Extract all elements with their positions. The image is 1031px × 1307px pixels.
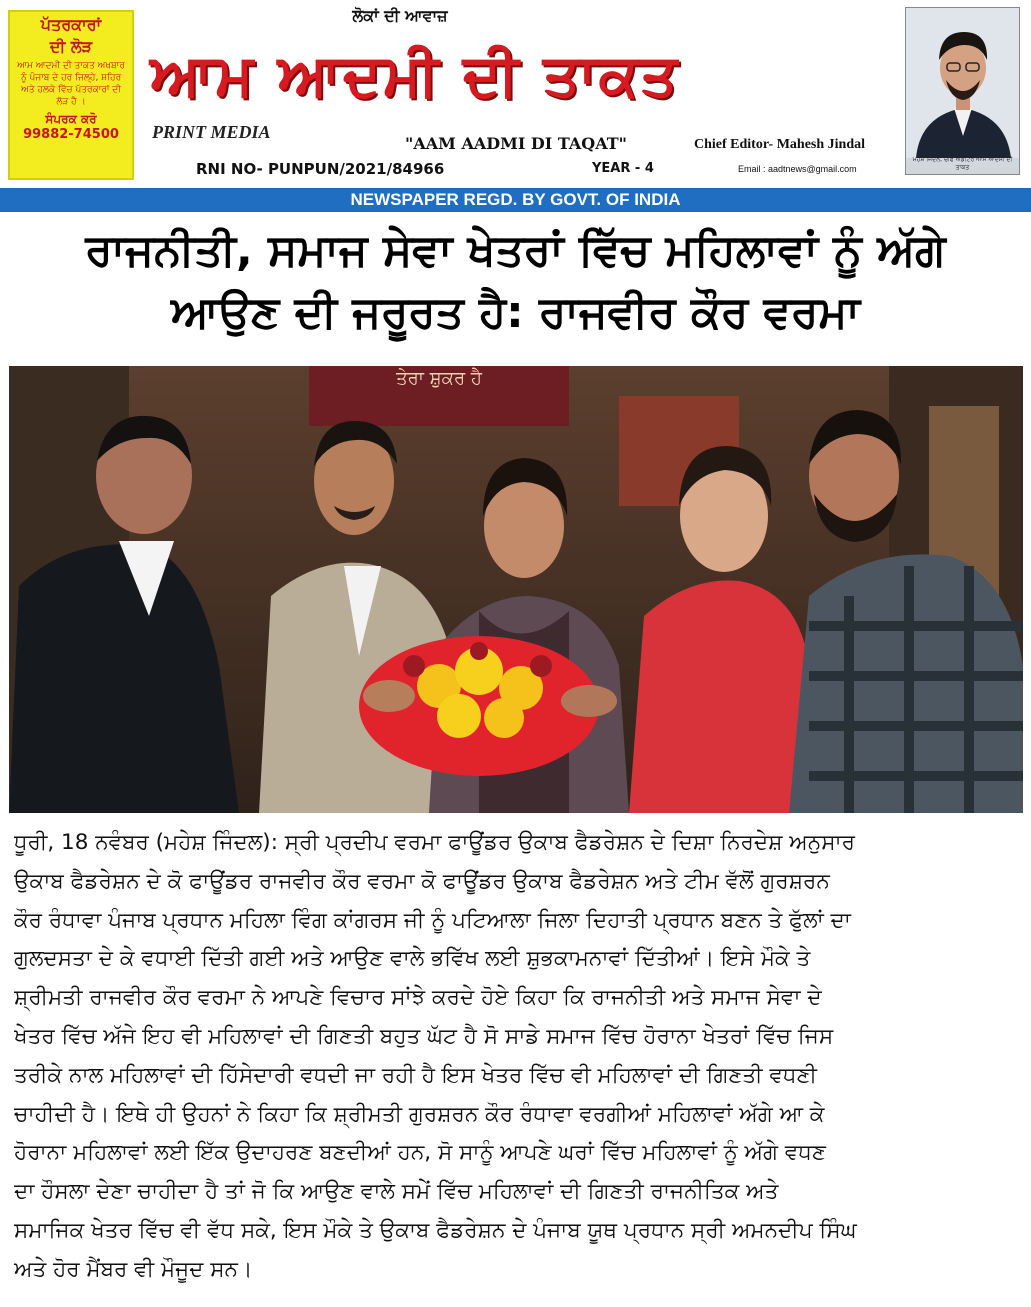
- body-line: ਦਾ ਹੌਸਲਾ ਦੇਣਾ ਚਾਹੀਦਾ ਹੈ ਤਾਂ ਜੋ ਕਿ ਆਉਣ ਵਾਲੇ ਸਮੇਂ ਵਿੱਚ ਮਹਿਲਾਵਾਂ ਦੀ ਗਿਣਤੀ ਰਾਜਨੀਤਿਕ ਅਤੇ: [14, 1179, 779, 1205]
- article-headline: [10, 220, 1021, 355]
- promo-contact-label: ਸੰਪਰਕ ਕਰੋ: [45, 112, 97, 126]
- body-line: ਧੂਰੀ, 18 ਨਵੰਬਰ (ਮਹੇਸ਼ ਜਿੰਦਲ): ਸ੍ਰੀ ਪ੍ਰਦੀਪ ਵਰਮਾ ਫਾਊਂਡਰ ਉਕਾਬ ਫੈਡਰੇਸ਼ਨ ਦੇ ਦਿਸ਼ਾ ਨਿਰਦੇਸ਼ ਅਨੁਸਾਰ: [14, 830, 855, 855]
- background-sign-text: ਤੇਰਾ ਸ਼ੁਕਰ ਹੈ: [396, 368, 482, 389]
- email: Email : aadtnews@gmail.com: [738, 164, 857, 174]
- registration-banner: NEWSPAPER REGD. BY GOVT. OF INDIA: [0, 188, 1031, 212]
- promo-title-line1: ਪੱਤਰਕਾਰਾਂ: [40, 15, 102, 34]
- reporters-wanted-box: [8, 10, 134, 180]
- body-line: ਸਮਾਜਿਕ ਖੇਤਰ ਵਿੱਚ ਵੀ ਵੱਧ ਸਕੇ, ਇਸ ਮੌਕੇ ਤੇ ਉਕਾਬ ਫੈਡਰੇਸ਼ਨ ਦੇ ਪੰਜਾਬ ਯੂਥ ਪ੍ਰਧਾਨ ਸ੍ਰੀ ਅਮਨਦੀਪ ਸਿੰਘ: [14, 1217, 857, 1243]
- body-line: ਤਰੀਕੇ ਨਾਲ ਮਹਿਲਾਵਾਂ ਦੀ ਹਿੱਸੇਦਾਰੀ ਵਧਦੀ ਜਾ ਰਹੀ ਹੈ ਇਸ ਖੇਤਰ ਵਿੱਚ ਵੀ ਮਹਿਲਾਵਾਂ ਦੀ ਗਿਣਤੀ ਵਧਣੀ: [14, 1062, 817, 1088]
- body-line: ਅਤੇ ਹੋਰ ਮੈਂਬਰ ਵੀ ਮੌਜੂਦ ਸਨ।: [14, 1256, 253, 1282]
- rni-number: RNI NO- PUNPUN/2021/84966: [196, 160, 445, 178]
- body-line: ਹੋਰਾਨਾ ਮਹਿਲਾਵਾਂ ਲਈ ਇੱਕ ਉਦਾਹਰਣ ਬਣਦੀਆਂ ਹਨ, ਸੋ ਸਾਨੂੰ ਆਪਣੇ ਘਰਾਂ ਵਿੱਚ ਮਹਿਲਾਵਾਂ ਨੂੰ ਅੱਗੇ ਵਧਣ: [14, 1140, 826, 1166]
- body-line: ਚਾਹੀਦੀ ਹੈ। ਇਥੇ ਹੀ ਉਹਨਾਂ ਨੇ ਕਿਹਾ ਕਿ ਸ਼੍ਰੀਮਤੀ ਗੁਰਸ਼ਰਨ ਕੌਰ ਰੰਧਾਵਾ ਵਰਗੀਆਂ ਮਹਿਲਾਵਾਂ ਅੱਗੇ ਆ ਕੇ: [14, 1101, 825, 1127]
- promo-title-line2: ਦੀ ਲੋੜ: [49, 37, 93, 56]
- body-line: ਗੁਲਦਸਤਾ ਦੇ ਕੇ ਵਧਾਈ ਦਿੱਤੀ ਗਈ ਅਤੇ ਆਉਣ ਵਾਲੇ ਭਵਿੱਖ ਲਈ ਸ਼ੁਭਕਾਮਨਾਵਾਂ ਦਿੱਤੀਆਂ। ਇਸੇ ਮੌਕੇ ਤੇ: [14, 946, 811, 972]
- year-label: YEAR - 4: [592, 161, 654, 176]
- body-line: ਕੌਰ ਰੰਧਾਵਾ ਪੰਜਾਬ ਪ੍ਰਧਾਨ ਮਹਿਲਾ ਵਿੰਗ ਕਾਂਗਰਸ ਜੀ ਨੂੰ ਪਟਿਆਲਾ ਜਿਲਾ ਦਿਹਾਤੀ ਪ੍ਰਧਾਨ ਬਣਨ ਤੇ ਫੁੱਲਾਂ ਦਾ: [14, 907, 851, 933]
- headline-line-1: ਰਾਜਨੀਤੀ, ਸਮਾਜ ਸੇਵਾ ਖੇਤਰਾਂ ਵਿੱਚ ਮਹਿਲਾਵਾਂ ਨੂੰ ਅੱਗੇ: [85, 225, 946, 276]
- body-line: ਸ਼੍ਰੀਮਤੀ ਰਾਜਵੀਰ ਕੌਰ ਵਰਮਾ ਨੇ ਆਪਣੇ ਵਿਚਾਰ ਸਾਂਝੇ ਕਰਦੇ ਹੋਏ ਕਿਹਾ ਕਿ ਰਾਜਨੀਤੀ ਅਤੇ ਸਮਾਜ ਸੇਵਾ ਦੇ: [14, 985, 822, 1011]
- group-photo-illustration: [9, 366, 1023, 813]
- masthead: [0, 0, 1031, 190]
- editor-photo-caption: ਮਹੇਸ਼ ਜਿੰਦਲ, ਚੀਫ ਐਡੀਟਰ ਆਮ ਆਦਮੀ ਦੀ ਤਾਕਤ: [912, 156, 1013, 171]
- article-body: [14, 824, 1018, 1299]
- editor-portrait: [906, 8, 1020, 158]
- promo-phone: 99882-74500: [23, 127, 119, 142]
- body-line: ਖੇਤਰ ਵਿੱਚ ਅੱਜੇ ਇਹ ਵੀ ਮਹਿਲਾਵਾਂ ਦੀ ਗਿਣਤੀ ਬਹੁਤ ਘੱਟ ਹੈ ਸੋ ਸਾਡੇ ਸਮਾਜ ਵਿੱਚ ਹੋਰਾਨਾ ਖੇਤਰਾਂ ਵਿੱਚ ਜਿਸ: [14, 1023, 834, 1049]
- editor-photo: [905, 7, 1020, 175]
- newspaper-logo: ਆਮ ਆਦਮੀ ਦੀ ਤਾਕਤ: [150, 41, 680, 109]
- article-photo: [9, 366, 1023, 813]
- english-name: "AAM AADMI DI TAQAT": [405, 134, 628, 153]
- promo-body: ਆਮ ਆਦਮੀ ਦੀ ਤਾਕਤ ਅਖਬਾਰ ਨੂੰ ਪੰਜਾਬ ਦੇ ਹਰ ਜਿਲ੍ਹੇ, ਸ਼ਹਿਰ ਅਤੇ ਹਲਕੇ ਵਿੱਚ ਪੱਤਰਕਾਰਾਂ ਦੀ ਲੋੜ ਹੈ ।: [17, 61, 125, 107]
- headline-line-2: ਆਉਣ ਦੀ ਜਰੂਰਤ ਹੈ: ਰਾਜਵੀਰ ਕੌਰ ਵਰਮਾ: [171, 287, 860, 338]
- tagline: ਲੋਕਾਂ ਦੀ ਆਵਾਜ਼: [352, 6, 448, 25]
- print-media-label: PRINT MEDIA: [152, 122, 271, 142]
- chief-editor: Chief Editor- Mahesh Jindal: [694, 137, 865, 152]
- body-line: ਉਕਾਬ ਫੈਡਰੇਸ਼ਨ ਦੇ ਕੋ ਫਾਊਂਡਰ ਰਾਜਵੀਰ ਕੌਰ ਵਰਮਾ ਕੋ ਫਾਊਂਡਰ ਉਕਾਬ ਫੈਡਰੇਸ਼ਨ ਅਤੇ ਟੀਮ ਵੱਲੋਂ ਗੁਰਸ਼ਰਨ: [14, 868, 830, 894]
